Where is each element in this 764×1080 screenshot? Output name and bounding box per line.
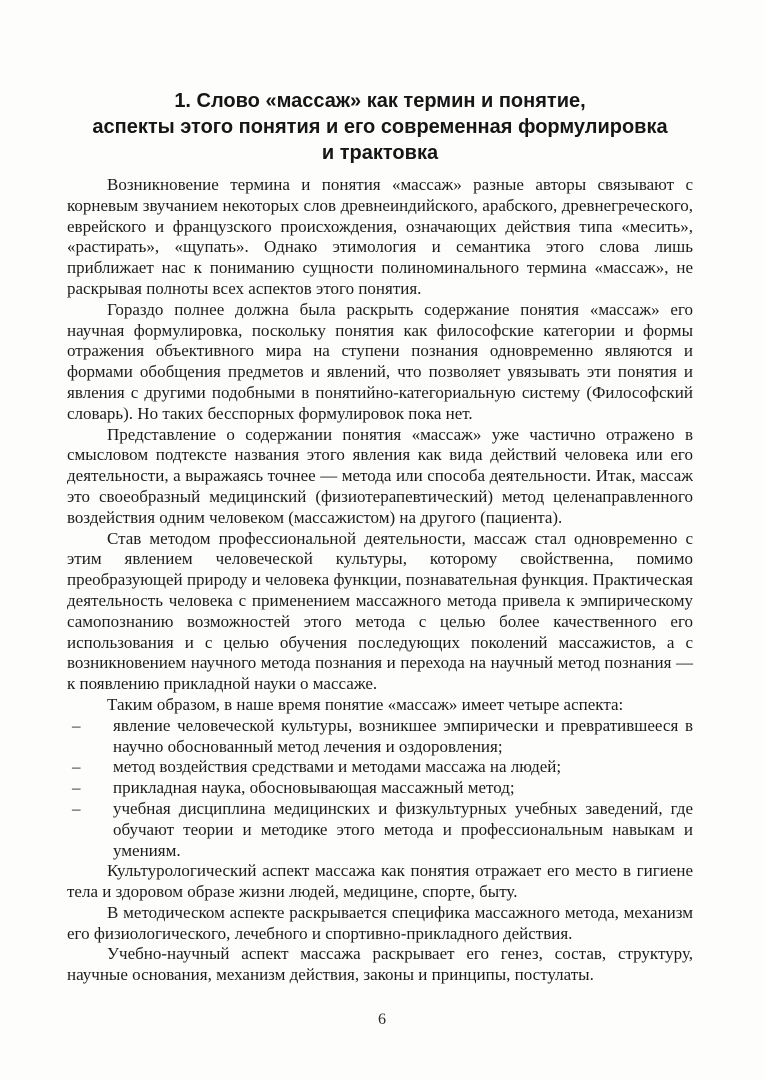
page-number: 6 [378, 1011, 386, 1028]
paragraph-scientific-formulation: Гораздо полнее должна была раскрыть содержание понятия «массаж» его научная формулировка, поскольку понятия как философские категории и формы отражения объективного мира на ступени познания одновременно являются и формами обобщения предметов и явлений, что позволяет увязывать эти понятия и явления с другими подобными в понятийно-категориальную систему (Философский словарь). Но таких бесспорных формулировок пока нет. [67, 299, 693, 423]
list-item-text: явление человеческой культуры, возникшее эмпирически и превратившееся в научно обоснованный метод лечения и оздоровления; [113, 715, 693, 756]
aspects-intro-paragraph: Таким образом, в наше время понятие «массаж» имеет четыре аспекта: [107, 694, 624, 714]
title-line-2: аспекты этого понятия и его современная формулировка [92, 116, 668, 138]
paragraph-etymology: Возникновение термина и понятия «массаж» разные авторы связывают с корневым звучанием некоторых слов древнеиндийского, арабского, древнегреческого, еврейского и французского происхождения, означающих действия типа «месить», «растирать», «щупать». Однако этимология и семантика этого слова лишь приближает нас к пониманию сущности полиноминального термина «массаж», не раскрывая полноты всех аспектов этого понятия. [67, 175, 693, 298]
title-line-1: 1. Слово «массаж» как термин и понятие, [174, 90, 586, 112]
dash-marker: – [72, 715, 81, 735]
list-item [67, 778, 693, 799]
paragraph-methodical-aspect: В методическом аспекте раскрывается специфика массажного метода, механизм его физиологического, лечебного и спортивно-прикладного действия. [67, 902, 693, 943]
paragraph-professional-activity: Став методом профессиональной деятельности, массаж стал одновременно с этим явлением человеческой культуры, которому свойственна, помимо преобразующей природу и человека функции, познавательная функция. Практическая деятельность человека с применением массажного метода привела к эмпирическому самопознанию возможностей этого метода с целью более качественного его использования и с целью обучения последующих поколений массажистов, а с возникновением научного метода познания и перехода на научный метод познания — к появлению прикладной науки о массаже. [67, 528, 693, 694]
dash-marker: – [72, 778, 81, 798]
dash-marker: – [72, 798, 81, 818]
page-title [67, 88, 693, 166]
list-item [67, 757, 693, 778]
list-item [67, 799, 693, 861]
dash-marker: – [72, 757, 81, 777]
list-item-text: метод воздействия средствами и методами массажа на людей; [113, 757, 562, 777]
page-content [67, 88, 693, 986]
paragraph-educational-aspect: Учебно-научный аспект массажа раскрывает его генез, состав, структуру, научные основания, механизм действия, законы и принципы, постулаты. [67, 944, 693, 985]
title-line-3: и трактовка [321, 142, 439, 164]
list-item [67, 716, 693, 758]
paragraph-definition: Представление о содержании понятия «массаж» уже частично отражено в смысловом подтексте названия этого явления как вида действий человека или его деятельности, а выражаясь точнее — метода или способа деятельности. Итак, массаж это своеобразный медицинский (физиотерапевтический) метод целенаправленного воздействия одним человеком (массажистом) на другого (пациента). [67, 424, 693, 527]
list-item-text: учебная дисциплина медицинских и физкультурных учебных заведений, где обучают теории и методике этого метода и профессиональным навыкам и умениям. [113, 798, 693, 860]
paragraph-cultural-aspect: Культурологический аспект массажа как понятия отражает его место в гигиене тела и здоровом образе жизни людей, медицине, спорте, быту. [67, 861, 693, 902]
aspects-list [67, 716, 693, 862]
list-item-text: прикладная наука, обосновывающая массажный метод; [113, 778, 515, 798]
